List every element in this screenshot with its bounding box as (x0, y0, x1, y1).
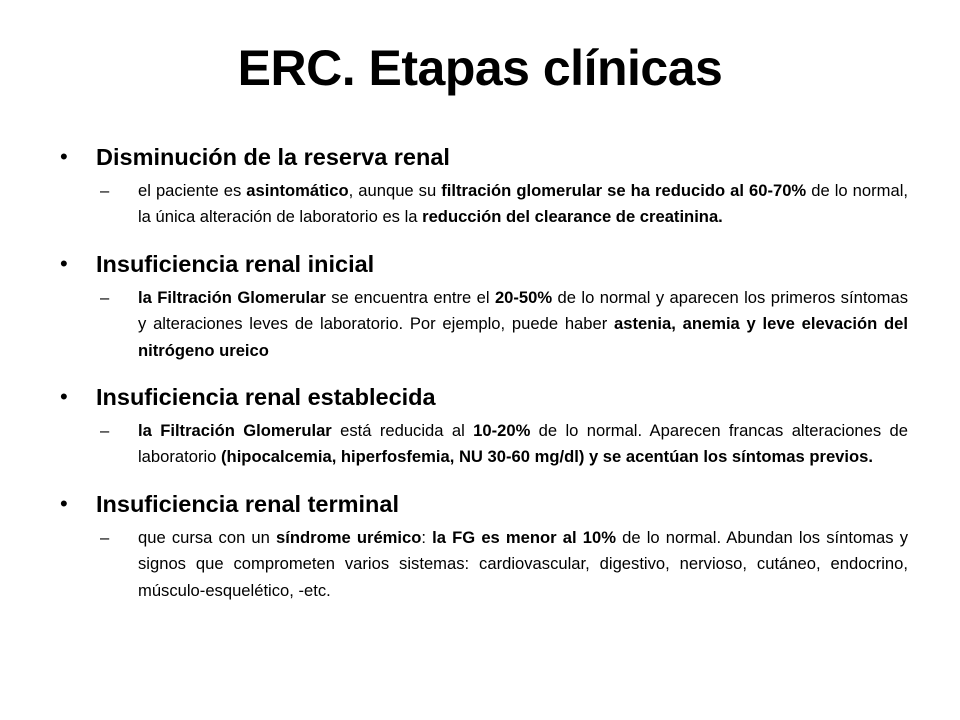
section-heading: Insuficiencia renal terminal (96, 490, 399, 517)
section-heading: Insuficiencia renal inicial (96, 250, 375, 277)
sub-bullet-text (138, 288, 908, 360)
emphasized-text: 20-50% (494, 287, 553, 307)
bullet-item (58, 378, 908, 416)
emphasized-text: 10-20% (473, 421, 531, 441)
emphasized-text: la FG es menor al 10% (432, 527, 616, 547)
emphasized-text: reducción del clearance de creatinina. (422, 207, 723, 227)
body-text: de lo normal. Abundan los síntomas y signos que comprometen varios sistemas: cardiovascular, digestivo, nervioso, cutáneo, endocrino, músculo-esquelético, -etc. (138, 527, 908, 600)
section-heading: Insuficiencia renal establecida (96, 384, 436, 411)
emphasized-text: síndrome urémico (276, 527, 422, 547)
emphasized-text: filtración glomerular se ha reducido al 60-70% (441, 181, 807, 200)
sub-bullet-item (100, 525, 908, 604)
sub-bullet-item (100, 285, 909, 364)
section-renal-inicial (58, 245, 908, 364)
bullet-dot-icon: • (60, 490, 68, 516)
sub-bullet-item (100, 178, 909, 231)
sub-bullet-text (138, 421, 908, 466)
body-text: está reducida al (331, 421, 474, 441)
section-heading: Disminución de la reserva renal (96, 144, 450, 170)
dash-icon: – (100, 527, 110, 547)
dash-icon: – (100, 287, 110, 307)
emphasized-text: astenia, anemia y leve elevación del nitrógeno ureico (138, 314, 908, 360)
body-text: de lo normal, la única alteración de laboratorio es la (138, 181, 909, 227)
section-renal-terminal (58, 485, 908, 604)
bullet-dot-icon: • (60, 384, 68, 410)
dash-icon: – (100, 181, 110, 200)
body-text: de lo normal y aparecen los primeros síntomas y alteraciones leves de laboratorio. Por ejemplo, puede haber (138, 287, 909, 334)
slide-title: ERC. Etapas clínicas (237, 40, 723, 96)
bullet-item (58, 245, 908, 283)
emphasized-text: (hipocalcemia, hiperfosfemia, NU 30-60 mg/dl) y se acentúan los síntomas previos. (221, 447, 874, 467)
body-text: , aunque su (348, 181, 442, 200)
dash-icon: – (100, 421, 110, 441)
emphasized-text: la Filtración Glomerular (138, 421, 332, 441)
body-text: : (421, 527, 433, 547)
sub-bullet-text (138, 528, 908, 600)
bullet-dot-icon: • (60, 250, 68, 276)
slide-content (58, 138, 908, 618)
sub-bullet-text (138, 181, 908, 226)
emphasized-text: asintomático (246, 181, 349, 200)
bullet-item (58, 485, 908, 523)
body-text: de lo normal. Aparecen francas alteraciones de laboratorio (138, 421, 908, 467)
bullet-item (58, 138, 908, 176)
emphasized-text: la Filtración Glomerular (138, 287, 326, 307)
section-reserva-renal (58, 138, 908, 231)
section-renal-establecida (58, 378, 908, 471)
body-text: el paciente es (138, 181, 247, 200)
body-text: se encuentra entre el (325, 287, 495, 307)
bullet-dot-icon: • (60, 144, 68, 169)
sub-bullet-item (100, 418, 908, 471)
body-text: que cursa con un (138, 527, 277, 547)
